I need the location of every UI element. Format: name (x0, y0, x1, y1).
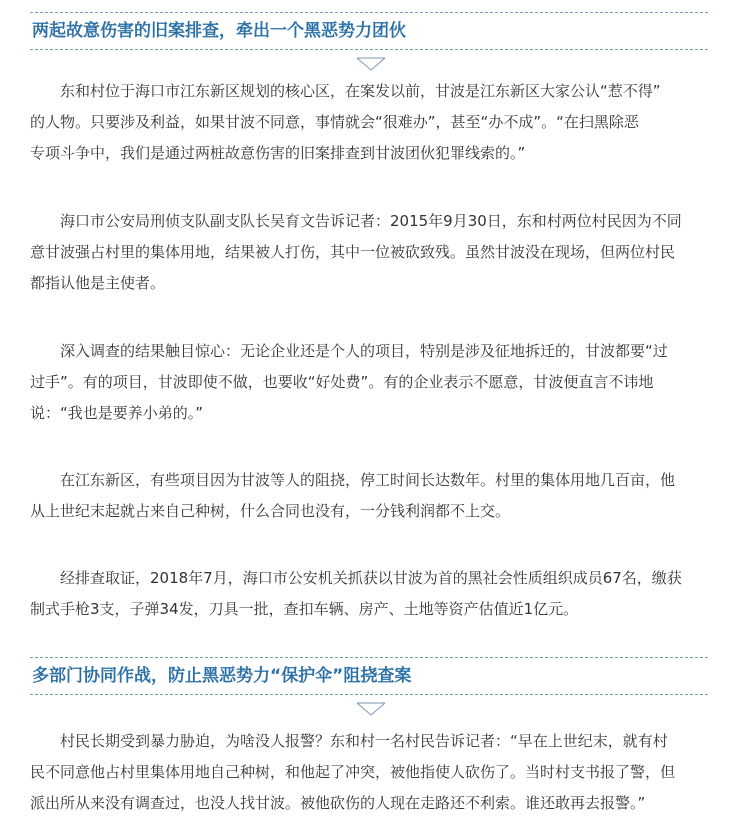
paragraph-line: 都指认他是主使者。 (30, 274, 166, 292)
chevron-down-icon (356, 702, 386, 716)
paragraph-line: 经排查取证，2018年7月，海口市公安机关抓获以甘波为首的黑社会性质组织成员67名，缴获 (60, 569, 682, 587)
paragraph-line: 专项斗争中，我们是通过两桩故意伤害的旧案排查到甘波团伙犯罪线索的。” (30, 144, 526, 162)
paragraph (30, 563, 710, 625)
paragraph-line: 海口市公安局刑侦支队副支队长吴育文告诉记者：2015年9月30日，东和村两位村民因为不同 (60, 212, 682, 230)
paragraph-line: 过手”。有的项目，甘波即使不做，也要收“好处费”。有的企业表示不愿意，甘波便直言不讳地 (30, 373, 654, 391)
section-title: 两起故意伤害的旧案排查，牵出一个黑恶势力团伙 (32, 21, 406, 41)
paragraph-line: 东和村位于海口市江东新区规划的核心区，在案发以前，甘波是江东新区大家公认“惹不得” (60, 82, 661, 100)
section-header (30, 12, 708, 50)
paragraph-line: 深入调查的结果触目惊心：无论企业还是个人的项目，特别是涉及征地拆迁的，甘波都要“过 (60, 342, 668, 360)
section-title: 多部门协同作战，防止黑恶势力“保护伞”阻挠查案 (32, 666, 412, 686)
paragraph (30, 206, 710, 299)
paragraph (30, 726, 710, 819)
paragraph-line: 从上世纪末起就占来自己种树，什么合同也没有，一分钱利润都不上交。 (30, 502, 511, 520)
paragraph (30, 336, 710, 429)
paragraph-line: 意甘波强占村里的集体用地，结果被人打伤，其中一位被砍致残。虽然甘波没在现场，但两位村民 (30, 243, 676, 261)
paragraph-line: 制式手枪3支，子弹34发，刀具一批，查扣车辆、房产、土地等资产估值近1亿元。 (30, 600, 579, 618)
paragraph-line: 派出所从来没有调查过，也没人找甘波。被他砍伤的人现在走路还不利索。谁还敢再去报警。” (30, 794, 646, 812)
paragraph-line: 说：“我也是要养小弟的。” (30, 404, 204, 422)
paragraph-line: 民不同意他占村里集体用地自己种树，和他起了冲突，被他指使人砍伤了。当时村支书报了警，但 (30, 763, 676, 781)
paragraph (30, 76, 710, 169)
paragraph-line: 的人物。只要涉及利益，如果甘波不同意，事情就会“很难办”，甚至“办不成”。“在扫黑除恶 (30, 113, 639, 131)
paragraph (30, 465, 710, 527)
paragraph-line: 在江东新区，有些项目因为甘波等人的阻挠，停工时间长达数年。村里的集体用地几百亩，他 (60, 471, 676, 489)
section-header (30, 657, 708, 695)
paragraph-line: 村民长期受到暴力胁迫，为啥没人报警？东和村一名村民告诉记者：“早在上世纪末，就有村 (60, 732, 668, 750)
chevron-down-icon (356, 57, 386, 71)
